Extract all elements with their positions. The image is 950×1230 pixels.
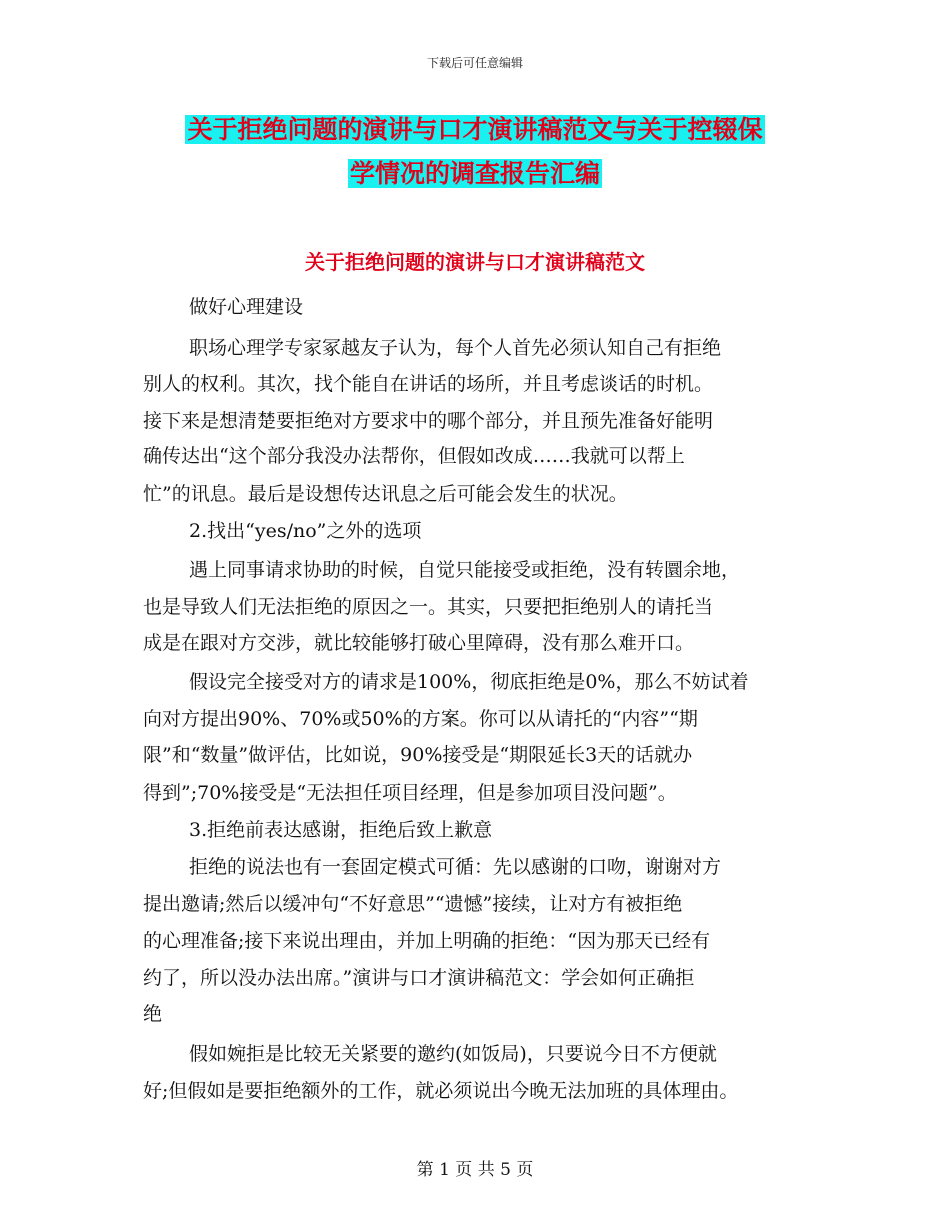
paragraph-line: 绝 <box>143 1003 163 1025</box>
title-line-2: 学情况的调查报告汇编 <box>349 159 600 188</box>
paragraph-line: 也是导致人们无法拒绝的原因之一。其实，只要把拒绝别人的请托当 <box>143 596 714 618</box>
subheading: 3.拒绝前表达感谢，拒绝后致上歉意 <box>189 819 493 841</box>
paragraph-line: 假如婉拒是比较无关紧要的邀约(如饭局)，只要说今日不方便就 <box>189 1043 717 1065</box>
paragraph-line: 成是在跟对方交涉，就比较能够打破心里障碍，没有那么难开口。 <box>143 632 695 654</box>
subheading: 做好心理建设 <box>189 296 304 318</box>
paragraph-line: 向对方提出90%、70%或50%的方案。你可以从请托的“内容”“期 <box>143 708 698 730</box>
paragraph-line: 假设完全接受对方的请求是100%，彻底拒绝是0%，那么不妨试着 <box>189 671 749 693</box>
document-title <box>0 108 950 196</box>
paragraph-line: 提出邀请;然后以缓冲句“不好意思”“遗憾”接续，让对方有被拒绝 <box>143 893 683 915</box>
paragraph-line: 职场心理学专家冢越友子认为，每个人首先必须认知自己有拒绝 <box>189 337 722 359</box>
paragraph-line: 限”和“数量”做评估，比如说，90%接受是“期限延长3天的话就办 <box>143 744 693 766</box>
section-title: 关于拒绝问题的演讲与口才演讲稿范文 <box>305 250 645 274</box>
subheading: 2.找出“yes/no”之外的选项 <box>189 520 422 542</box>
paragraph-line: 的心理准备;接下来说出理由，并加上明确的拒绝：“因为那天已经有 <box>143 930 711 952</box>
paragraph-line: 别人的权利。其次，找个能自在讲话的场所，并且考虑谈话的时机。 <box>143 373 714 395</box>
paragraph-line: 确传达出“这个部分我没办法帮你，但假如改成……我就可以帮上 <box>143 445 685 467</box>
header-note: 下载后可任意编辑 <box>426 56 523 70</box>
paragraph-line: 忙”的讯息。最后是设想传达讯息之后可能会发生的状况。 <box>143 483 628 505</box>
page-number-footer: 第 1 页 共 5 页 <box>416 1160 534 1180</box>
paragraph-line: 约了，所以没办法出席。”演讲与口才演讲稿范文：学会如何正确拒 <box>143 967 695 989</box>
paragraph-line: 接下来是想清楚要拒绝对方要求中的哪个部分，并且预先准备好能明 <box>143 410 714 432</box>
title-line-1: 关于拒绝问题的演讲与口才演讲稿范文与关于控辍保 <box>187 115 763 144</box>
paragraph-line: 拒绝的说法也有一套固定模式可循：先以感谢的口吻，谢谢对方 <box>189 856 722 878</box>
paragraph-line: 遇上同事请求协助的时候，自觉只能接受或拒绝，没有转圜余地， <box>189 559 741 581</box>
paragraph-line: 好;但假如是要拒绝额外的工作，就必须说出今晚无法加班的具体理由。 <box>143 1080 739 1102</box>
paragraph-line: 得到”;70%接受是“无法担任项目经理，但是参加项目没问题”。 <box>143 782 677 804</box>
